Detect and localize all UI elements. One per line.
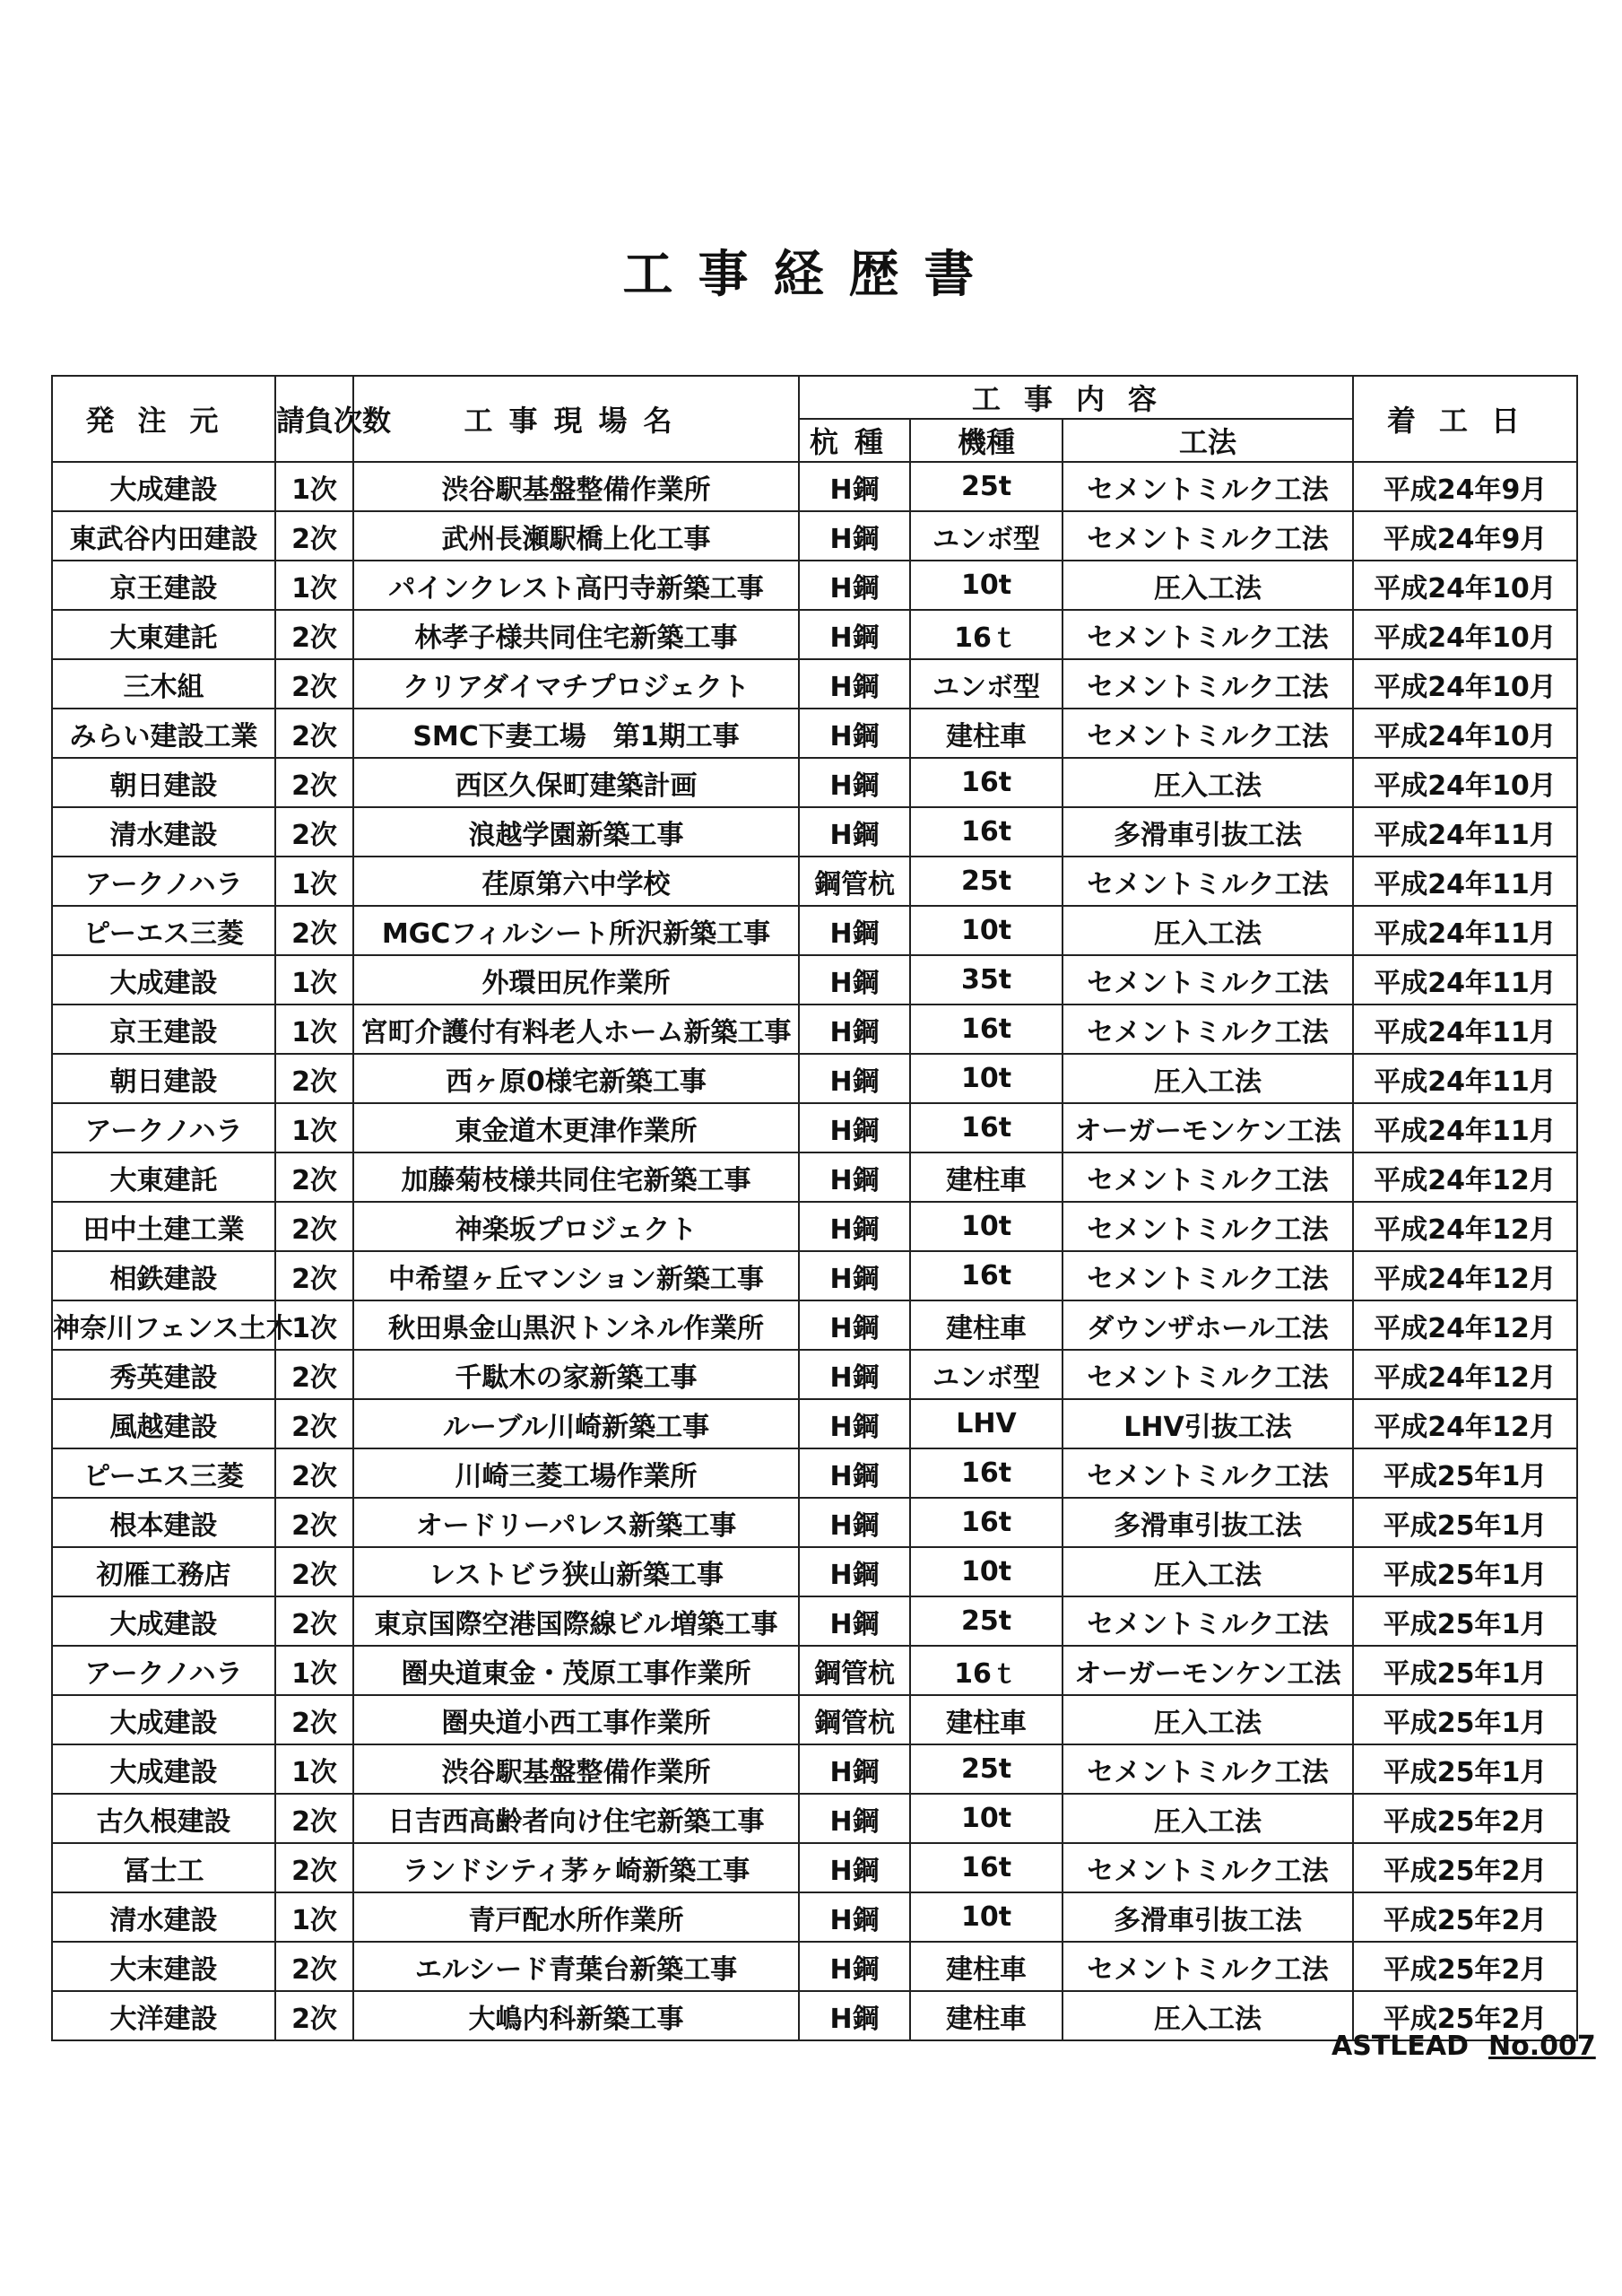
cell-method: セメントミルク工法 (1063, 1942, 1353, 1991)
cell-start-date: 平成24年10月 (1353, 610, 1577, 659)
table-row (52, 1152, 1577, 1202)
cell-method: セメントミルク工法 (1063, 511, 1353, 561)
cell-pile-type: H鋼 (799, 1103, 910, 1152)
cell-pile-type: H鋼 (799, 659, 910, 709)
cell-pile-type: 鋼管杭 (799, 1646, 910, 1695)
cell-start-date: 平成25年2月 (1353, 1942, 1577, 1991)
table-row (52, 1547, 1577, 1596)
cell-pile-type: H鋼 (799, 1004, 910, 1054)
cell-start-date: 平成25年1月 (1353, 1498, 1577, 1547)
footer-page-number: No.007 (1488, 2031, 1596, 2062)
cell-client: 神奈川フェンス土木 (52, 1300, 275, 1350)
cell-method: 圧入工法 (1063, 758, 1353, 807)
cell-site-name: パインクレスト高円寺新築工事 (353, 561, 799, 610)
cell-site-name: 川崎三菱工場作業所 (353, 1448, 799, 1498)
cell-machine: 16t (910, 1251, 1063, 1300)
cell-method: セメントミルク工法 (1063, 610, 1353, 659)
cell-site-name: 青戸配水所作業所 (353, 1892, 799, 1942)
table-row (52, 610, 1577, 659)
cell-machine: 25t (910, 857, 1063, 906)
cell-method: セメントミルク工法 (1063, 1004, 1353, 1054)
cell-method: 圧入工法 (1063, 561, 1353, 610)
header-pile-type: 杭種 (799, 419, 910, 462)
cell-contract-tier: 2次 (275, 511, 353, 561)
cell-machine: 16t (910, 1004, 1063, 1054)
cell-client: ピーエス三菱 (52, 1448, 275, 1498)
cell-contract-tier: 2次 (275, 709, 353, 758)
cell-site-name: 圏央道小西工事作業所 (353, 1695, 799, 1744)
cell-machine: 10t (910, 1054, 1063, 1103)
cell-machine: 10t (910, 561, 1063, 610)
table-row (52, 1892, 1577, 1942)
cell-start-date: 平成24年12月 (1353, 1251, 1577, 1300)
cell-site-name: 西区久保町建築計画 (353, 758, 799, 807)
cell-pile-type: H鋼 (799, 709, 910, 758)
header-start-date: 着工日 (1353, 376, 1577, 462)
cell-machine: ユンボ型 (910, 659, 1063, 709)
cell-contract-tier: 2次 (275, 1251, 353, 1300)
cell-contract-tier: 1次 (275, 1004, 353, 1054)
cell-site-name: 渋谷駅基盤整備作業所 (353, 462, 799, 511)
cell-pile-type: H鋼 (799, 1596, 910, 1646)
cell-machine: 10t (910, 1794, 1063, 1843)
cell-site-name: 千駄木の家新築工事 (353, 1350, 799, 1399)
cell-contract-tier: 2次 (275, 1843, 353, 1892)
cell-client: アークノハラ (52, 1103, 275, 1152)
header-method: 工法 (1063, 419, 1353, 462)
header-row-top (52, 376, 1577, 419)
cell-machine: 10t (910, 1547, 1063, 1596)
cell-contract-tier: 1次 (275, 1646, 353, 1695)
cell-client: 根本建設 (52, 1498, 275, 1547)
table-row (52, 1350, 1577, 1399)
cell-start-date: 平成25年1月 (1353, 1547, 1577, 1596)
cell-method: セメントミルク工法 (1063, 1843, 1353, 1892)
cell-client: アークノハラ (52, 857, 275, 906)
table-row (52, 1054, 1577, 1103)
cell-method: 多滑車引抜工法 (1063, 1892, 1353, 1942)
cell-site-name: 秋田県金山黒沢トンネル作業所 (353, 1300, 799, 1350)
cell-method: 圧入工法 (1063, 1547, 1353, 1596)
cell-contract-tier: 1次 (275, 462, 353, 511)
cell-machine: 10t (910, 1892, 1063, 1942)
cell-site-name: 東金道木更津作業所 (353, 1103, 799, 1152)
cell-site-name: レストビラ狭山新築工事 (353, 1547, 799, 1596)
cell-start-date: 平成25年1月 (1353, 1646, 1577, 1695)
cell-pile-type: H鋼 (799, 955, 910, 1004)
cell-client: 清水建設 (52, 807, 275, 857)
cell-client: 朝日建設 (52, 758, 275, 807)
cell-site-name: 荏原第六中学校 (353, 857, 799, 906)
cell-client: アークノハラ (52, 1646, 275, 1695)
cell-pile-type: H鋼 (799, 610, 910, 659)
cell-method: オーガーモンケン工法 (1063, 1103, 1353, 1152)
cell-method: 圧入工法 (1063, 1991, 1353, 2040)
table-row (52, 1596, 1577, 1646)
cell-start-date: 平成25年2月 (1353, 1794, 1577, 1843)
cell-pile-type: H鋼 (799, 1054, 910, 1103)
cell-contract-tier: 1次 (275, 1744, 353, 1794)
cell-machine: 16t (910, 758, 1063, 807)
cell-contract-tier: 1次 (275, 561, 353, 610)
cell-pile-type: H鋼 (799, 1152, 910, 1202)
cell-machine: 10t (910, 1202, 1063, 1251)
table-row (52, 1300, 1577, 1350)
cell-start-date: 平成24年11月 (1353, 955, 1577, 1004)
table-row (52, 1251, 1577, 1300)
cell-method: 圧入工法 (1063, 1695, 1353, 1744)
table-row (52, 955, 1577, 1004)
cell-contract-tier: 2次 (275, 1942, 353, 1991)
cell-contract-tier: 2次 (275, 758, 353, 807)
cell-site-name: SMC下妻工場 第1期工事 (353, 709, 799, 758)
table-row (52, 561, 1577, 610)
header-site-name: 工事現場名 (353, 376, 799, 462)
cell-client: ピーエス三菱 (52, 906, 275, 955)
header-contract-tier: 請負次数 (275, 376, 353, 462)
cell-contract-tier: 1次 (275, 857, 353, 906)
cell-pile-type: 鋼管杭 (799, 857, 910, 906)
table-row (52, 1202, 1577, 1251)
cell-machine: ユンボ型 (910, 1350, 1063, 1399)
cell-site-name: エルシード青葉台新築工事 (353, 1942, 799, 1991)
table-row (52, 511, 1577, 561)
cell-method: 圧入工法 (1063, 906, 1353, 955)
header-work-content: 工事内容 (799, 376, 1353, 419)
cell-start-date: 平成25年1月 (1353, 1448, 1577, 1498)
cell-method: セメントミルク工法 (1063, 1152, 1353, 1202)
cell-contract-tier: 2次 (275, 1054, 353, 1103)
cell-method: LHV引抜工法 (1063, 1399, 1353, 1448)
table-row (52, 1843, 1577, 1892)
cell-pile-type: H鋼 (799, 1547, 910, 1596)
cell-start-date: 平成25年2月 (1353, 1892, 1577, 1942)
table-row (52, 758, 1577, 807)
cell-client: 大東建託 (52, 610, 275, 659)
cell-site-name: 神楽坂プロジェクト (353, 1202, 799, 1251)
cell-machine: 建柱車 (910, 709, 1063, 758)
cell-client: 古久根建設 (52, 1794, 275, 1843)
cell-client: 大洋建設 (52, 1991, 275, 2040)
footer-brand: ASTLEAD (1331, 2031, 1470, 2062)
cell-contract-tier: 2次 (275, 1399, 353, 1448)
cell-site-name: 宮町介護付有料老人ホーム新築工事 (353, 1004, 799, 1054)
cell-client: 初雁工務店 (52, 1547, 275, 1596)
cell-machine: 16t (910, 1448, 1063, 1498)
cell-start-date: 平成24年11月 (1353, 807, 1577, 857)
cell-method: セメントミルク工法 (1063, 1202, 1353, 1251)
cell-method: セメントミルク工法 (1063, 1596, 1353, 1646)
cell-method: セメントミルク工法 (1063, 1744, 1353, 1794)
cell-method: オーガーモンケン工法 (1063, 1646, 1353, 1695)
cell-pile-type: H鋼 (799, 1794, 910, 1843)
cell-client: 大成建設 (52, 462, 275, 511)
cell-method: セメントミルク工法 (1063, 462, 1353, 511)
cell-start-date: 平成24年10月 (1353, 709, 1577, 758)
cell-start-date: 平成24年10月 (1353, 758, 1577, 807)
table-row (52, 1646, 1577, 1695)
cell-site-name: ランドシティ茅ヶ崎新築工事 (353, 1843, 799, 1892)
cell-start-date: 平成25年1月 (1353, 1596, 1577, 1646)
cell-client: 東武谷内田建設 (52, 511, 275, 561)
table-row (52, 1103, 1577, 1152)
cell-method: セメントミルク工法 (1063, 1350, 1353, 1399)
cell-contract-tier: 1次 (275, 955, 353, 1004)
table-row (52, 1695, 1577, 1744)
cell-contract-tier: 1次 (275, 1103, 353, 1152)
cell-machine: 16t (910, 807, 1063, 857)
cell-site-name: 圏央道東金・茂原工事作業所 (353, 1646, 799, 1695)
cell-machine: 25t (910, 1596, 1063, 1646)
cell-site-name: 武州長瀬駅橋上化工事 (353, 511, 799, 561)
cell-method: セメントミルク工法 (1063, 955, 1353, 1004)
cell-contract-tier: 1次 (275, 1300, 353, 1350)
cell-site-name: 西ヶ原0様宅新築工事 (353, 1054, 799, 1103)
cell-client: 大成建設 (52, 1744, 275, 1794)
cell-start-date: 平成24年12月 (1353, 1202, 1577, 1251)
cell-machine: 建柱車 (910, 1991, 1063, 2040)
table-row (52, 462, 1577, 511)
cell-machine: 35t (910, 955, 1063, 1004)
cell-start-date: 平成24年9月 (1353, 462, 1577, 511)
cell-client: 冨士工 (52, 1843, 275, 1892)
cell-client: 大成建設 (52, 1695, 275, 1744)
cell-start-date: 平成24年11月 (1353, 1004, 1577, 1054)
cell-contract-tier: 2次 (275, 807, 353, 857)
table-row (52, 709, 1577, 758)
cell-start-date: 平成25年1月 (1353, 1695, 1577, 1744)
cell-site-name: オードリーパレス新築工事 (353, 1498, 799, 1547)
header-machine: 機種 (910, 419, 1063, 462)
cell-start-date: 平成24年12月 (1353, 1399, 1577, 1448)
cell-machine: 25t (910, 1744, 1063, 1794)
cell-client: 朝日建設 (52, 1054, 275, 1103)
construction-history-table (51, 375, 1578, 2041)
cell-contract-tier: 2次 (275, 1202, 353, 1251)
cell-pile-type: H鋼 (799, 1498, 910, 1547)
cell-method: ダウンザホール工法 (1063, 1300, 1353, 1350)
cell-pile-type: H鋼 (799, 1202, 910, 1251)
cell-client: みらい建設工業 (52, 709, 275, 758)
cell-contract-tier: 2次 (275, 1498, 353, 1547)
cell-client: 大成建設 (52, 955, 275, 1004)
cell-site-name: 大嶋内科新築工事 (353, 1991, 799, 2040)
table-row (52, 1744, 1577, 1794)
cell-method: 圧入工法 (1063, 1054, 1353, 1103)
cell-method: セメントミルク工法 (1063, 709, 1353, 758)
cell-method: セメントミルク工法 (1063, 1448, 1353, 1498)
cell-client: 京王建設 (52, 1004, 275, 1054)
cell-site-name: MGCフィルシート所沢新築工事 (353, 906, 799, 955)
cell-pile-type: H鋼 (799, 807, 910, 857)
cell-machine: 16t (910, 1843, 1063, 1892)
cell-machine: 建柱車 (910, 1300, 1063, 1350)
table-row (52, 1004, 1577, 1054)
cell-contract-tier: 2次 (275, 906, 353, 955)
cell-method: 圧入工法 (1063, 1794, 1353, 1843)
cell-start-date: 平成24年12月 (1353, 1350, 1577, 1399)
cell-site-name: 日吉西高齢者向け住宅新築工事 (353, 1794, 799, 1843)
table-row (52, 857, 1577, 906)
cell-pile-type: H鋼 (799, 1744, 910, 1794)
cell-client: 大末建設 (52, 1942, 275, 1991)
cell-pile-type: H鋼 (799, 1942, 910, 1991)
cell-pile-type: H鋼 (799, 1991, 910, 2040)
cell-pile-type: H鋼 (799, 1251, 910, 1300)
cell-pile-type: H鋼 (799, 906, 910, 955)
cell-site-name: 中希望ヶ丘マンション新築工事 (353, 1251, 799, 1300)
cell-client: 秀英建設 (52, 1350, 275, 1399)
cell-start-date: 平成24年11月 (1353, 1103, 1577, 1152)
cell-start-date: 平成25年2月 (1353, 1991, 1577, 2040)
cell-start-date: 平成24年9月 (1353, 511, 1577, 561)
table-row (52, 1794, 1577, 1843)
cell-pile-type: H鋼 (799, 1350, 910, 1399)
cell-client: 清水建設 (52, 1892, 275, 1942)
cell-client: 田中土建工業 (52, 1202, 275, 1251)
cell-client: 京王建設 (52, 561, 275, 610)
cell-pile-type: H鋼 (799, 758, 910, 807)
cell-machine: 16t (910, 1103, 1063, 1152)
table-row (52, 1399, 1577, 1448)
cell-start-date: 平成24年11月 (1353, 906, 1577, 955)
cell-contract-tier: 2次 (275, 659, 353, 709)
table-row (52, 906, 1577, 955)
cell-client: 大東建託 (52, 1152, 275, 1202)
cell-pile-type: H鋼 (799, 1448, 910, 1498)
cell-contract-tier: 2次 (275, 1448, 353, 1498)
cell-machine: 16t (910, 1498, 1063, 1547)
cell-method: 多滑車引抜工法 (1063, 807, 1353, 857)
cell-contract-tier: 2次 (275, 1695, 353, 1744)
cell-method: セメントミルク工法 (1063, 1251, 1353, 1300)
cell-client: 相鉄建設 (52, 1251, 275, 1300)
cell-machine: 10t (910, 906, 1063, 955)
cell-start-date: 平成24年10月 (1353, 659, 1577, 709)
cell-start-date: 平成25年1月 (1353, 1744, 1577, 1794)
cell-machine: 建柱車 (910, 1152, 1063, 1202)
cell-client: 大成建設 (52, 1596, 275, 1646)
cell-method: セメントミルク工法 (1063, 659, 1353, 709)
table-row (52, 807, 1577, 857)
table-body (52, 462, 1577, 2040)
cell-machine: 16ｔ (910, 610, 1063, 659)
cell-site-name: 林孝子様共同住宅新築工事 (353, 610, 799, 659)
table-row (52, 659, 1577, 709)
cell-site-name: 加藤菊枝様共同住宅新築工事 (353, 1152, 799, 1202)
cell-site-name: 浪越学園新築工事 (353, 807, 799, 857)
cell-site-name: ルーブル川崎新築工事 (353, 1399, 799, 1448)
cell-start-date: 平成24年10月 (1353, 561, 1577, 610)
cell-contract-tier: 2次 (275, 1350, 353, 1399)
cell-client: 三木組 (52, 659, 275, 709)
cell-contract-tier: 2次 (275, 1547, 353, 1596)
cell-machine: 16ｔ (910, 1646, 1063, 1695)
cell-method: 多滑車引抜工法 (1063, 1498, 1353, 1547)
cell-machine: 建柱車 (910, 1942, 1063, 1991)
cell-start-date: 平成24年12月 (1353, 1300, 1577, 1350)
cell-site-name: 外環田尻作業所 (353, 955, 799, 1004)
cell-start-date: 平成24年12月 (1353, 1152, 1577, 1202)
table-row (52, 1498, 1577, 1547)
cell-method: セメントミルク工法 (1063, 857, 1353, 906)
cell-client: 風越建設 (52, 1399, 275, 1448)
cell-pile-type: H鋼 (799, 1892, 910, 1942)
cell-contract-tier: 2次 (275, 1596, 353, 1646)
cell-machine: 建柱車 (910, 1695, 1063, 1744)
cell-machine: 25t (910, 462, 1063, 511)
cell-site-name: 東京国際空港国際線ビル増築工事 (353, 1596, 799, 1646)
cell-pile-type: H鋼 (799, 462, 910, 511)
cell-pile-type: H鋼 (799, 1843, 910, 1892)
document-title: 工事経歴書 (622, 246, 1000, 304)
cell-pile-type: H鋼 (799, 561, 910, 610)
cell-contract-tier: 2次 (275, 1152, 353, 1202)
cell-start-date: 平成25年2月 (1353, 1843, 1577, 1892)
table-row (52, 1942, 1577, 1991)
cell-machine: ユンボ型 (910, 511, 1063, 561)
cell-site-name: 渋谷駅基盤整備作業所 (353, 1744, 799, 1794)
cell-pile-type: H鋼 (799, 1399, 910, 1448)
cell-start-date: 平成24年11月 (1353, 1054, 1577, 1103)
cell-pile-type: H鋼 (799, 511, 910, 561)
cell-site-name: クリアダイマチプロジェクト (353, 659, 799, 709)
cell-pile-type: 鋼管杭 (799, 1695, 910, 1744)
cell-pile-type: H鋼 (799, 1300, 910, 1350)
cell-contract-tier: 2次 (275, 610, 353, 659)
cell-contract-tier: 2次 (275, 1991, 353, 2040)
cell-contract-tier: 1次 (275, 1892, 353, 1942)
cell-contract-tier: 2次 (275, 1794, 353, 1843)
table-row (52, 1448, 1577, 1498)
header-client: 発注元 (52, 376, 275, 462)
cell-machine: LHV (910, 1399, 1063, 1448)
cell-start-date: 平成24年11月 (1353, 857, 1577, 906)
